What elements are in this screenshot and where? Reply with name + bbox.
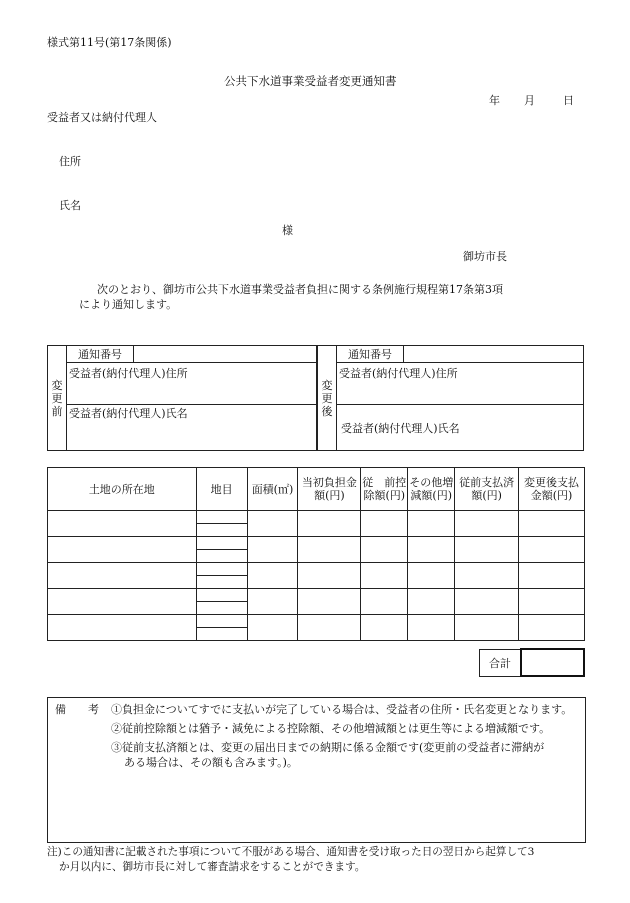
land-table bbox=[47, 467, 585, 641]
honorific: 様 bbox=[282, 224, 293, 237]
header-land-category: 地目 bbox=[196, 468, 247, 511]
date-day-label: 日 bbox=[563, 94, 574, 107]
table-row bbox=[48, 615, 585, 628]
recipient-address-label: 住所 bbox=[59, 155, 81, 168]
header-area: 面積(㎡) bbox=[247, 468, 298, 511]
table-cell[interactable] bbox=[298, 537, 361, 563]
footnote-line1: 注)この通知書に記載された事項について不服がある場合、通知書を受け取った日の翌日から起算して3 bbox=[47, 846, 535, 858]
header-new-payment: 変更後支払金額(円) bbox=[519, 468, 585, 511]
form-number: 様式第11号(第17条関係) bbox=[47, 36, 172, 49]
body-text-line2: により通知します。 bbox=[79, 298, 178, 311]
table-cell[interactable] bbox=[408, 589, 455, 615]
table-cell[interactable] bbox=[196, 628, 247, 641]
table-cell[interactable] bbox=[247, 537, 298, 563]
table-cell[interactable] bbox=[455, 589, 519, 615]
table-cell[interactable] bbox=[519, 589, 585, 615]
before-notice-number-label: 通知番号 bbox=[67, 346, 134, 363]
after-notice-number-label: 通知番号 bbox=[337, 346, 404, 363]
change-after-table bbox=[317, 345, 584, 451]
page-title: 公共下水道事業受益者変更通知書 bbox=[224, 74, 397, 88]
before-name-label: 受益者(納付代理人)氏名 bbox=[69, 407, 188, 420]
remark-item-4: ある場合は、その額も含みます。)。 bbox=[124, 756, 298, 769]
table-cell[interactable] bbox=[196, 589, 247, 602]
header-other-adjustment: その他増減額(円) bbox=[408, 468, 455, 511]
table-cell[interactable] bbox=[247, 589, 298, 615]
table-cell[interactable] bbox=[247, 615, 298, 641]
table-cell[interactable] bbox=[519, 511, 585, 537]
table-cell[interactable] bbox=[361, 563, 408, 589]
table-cell[interactable] bbox=[48, 615, 197, 641]
header-prior-deduction: 従 前控除額(円) bbox=[361, 468, 408, 511]
before-address-label: 受益者(納付代理人)住所 bbox=[69, 367, 188, 380]
table-cell[interactable] bbox=[455, 615, 519, 641]
table-cell[interactable] bbox=[298, 615, 361, 641]
table-row bbox=[48, 589, 585, 602]
before-notice-number-value[interactable] bbox=[134, 346, 317, 363]
table-cell[interactable] bbox=[455, 563, 519, 589]
table-row bbox=[48, 511, 585, 524]
table-cell[interactable] bbox=[455, 537, 519, 563]
total-table bbox=[479, 648, 585, 677]
remark-item-3: ③従前支払済額とは、変更の届出日までの納期に係る金額です(変更前の受益者に滞納が bbox=[111, 741, 545, 754]
table-cell[interactable] bbox=[48, 537, 197, 563]
remark-item-2: ②従前控除額とは猶予・減免による控除額、その他増減額とは更生等による増減額です。 bbox=[111, 722, 551, 735]
table-cell[interactable] bbox=[196, 615, 247, 628]
after-side-cell bbox=[318, 346, 337, 451]
recipient-label: 受益者又は納付代理人 bbox=[47, 111, 157, 124]
table-cell[interactable] bbox=[519, 563, 585, 589]
header-prior-paid: 従前支払済額(円) bbox=[455, 468, 519, 511]
table-cell[interactable] bbox=[298, 589, 361, 615]
table-cell[interactable] bbox=[361, 615, 408, 641]
table-cell[interactable] bbox=[298, 511, 361, 537]
table-cell[interactable] bbox=[196, 550, 247, 563]
table-cell[interactable] bbox=[247, 563, 298, 589]
table-cell[interactable] bbox=[196, 576, 247, 589]
after-notice-number-value[interactable] bbox=[404, 346, 584, 363]
table-cell[interactable] bbox=[196, 524, 247, 537]
after-address-label: 受益者(納付代理人)住所 bbox=[339, 367, 458, 380]
table-cell[interactable] bbox=[48, 589, 197, 615]
table-cell[interactable] bbox=[361, 511, 408, 537]
remark-item-1: ①負担金についてすでに支払いが完了している場合は、受益者の住所・氏名変更となります。 bbox=[111, 703, 573, 716]
table-cell[interactable] bbox=[408, 511, 455, 537]
header-initial-charge: 当初負担金額(円) bbox=[298, 468, 361, 511]
table-cell[interactable] bbox=[361, 589, 408, 615]
before-side-cell bbox=[48, 346, 67, 451]
table-cell[interactable] bbox=[196, 511, 247, 524]
table-cell[interactable] bbox=[196, 602, 247, 615]
table-cell[interactable] bbox=[455, 511, 519, 537]
table-cell[interactable] bbox=[408, 563, 455, 589]
footnote-line2: か月以内に、御坊市長に対して審査請求をすることができます。 bbox=[59, 861, 366, 873]
table-cell[interactable] bbox=[247, 511, 298, 537]
total-value[interactable] bbox=[521, 649, 584, 676]
recipient-name-label: 氏名 bbox=[59, 199, 81, 212]
remarks-label: 備 考 bbox=[55, 703, 99, 716]
before-name-cell[interactable] bbox=[67, 405, 317, 451]
body-text-line1: 次のとおり、御坊市公共下水道事業受益者負担に関する条例施行規程第17条第3項 bbox=[97, 283, 503, 296]
table-row bbox=[48, 537, 585, 550]
table-cell[interactable] bbox=[196, 563, 247, 576]
before-side-label: 変 更 前 bbox=[51, 378, 63, 418]
date-month-label: 月 bbox=[524, 94, 535, 107]
date-year-label: 年 bbox=[489, 94, 500, 107]
table-cell[interactable] bbox=[361, 537, 408, 563]
issuer: 御坊市長 bbox=[463, 250, 507, 263]
after-name-cell[interactable] bbox=[337, 405, 584, 451]
table-row bbox=[48, 563, 585, 576]
table-cell[interactable] bbox=[48, 511, 197, 537]
table-cell[interactable] bbox=[408, 537, 455, 563]
table-cell[interactable] bbox=[408, 615, 455, 641]
after-address-cell[interactable] bbox=[337, 363, 584, 405]
table-cell[interactable] bbox=[298, 563, 361, 589]
table-cell[interactable] bbox=[196, 537, 247, 550]
before-address-cell[interactable] bbox=[67, 363, 317, 405]
table-cell[interactable] bbox=[48, 563, 197, 589]
after-name-label: 受益者(納付代理人)氏名 bbox=[341, 421, 460, 435]
remarks-box bbox=[47, 697, 586, 843]
total-label: 合計 bbox=[480, 649, 522, 676]
table-cell[interactable] bbox=[519, 537, 585, 563]
after-side-label: 変 更 後 bbox=[321, 378, 333, 418]
header-land-location: 土地の所在地 bbox=[48, 468, 197, 511]
table-cell[interactable] bbox=[519, 615, 585, 641]
change-before-table bbox=[47, 345, 317, 451]
